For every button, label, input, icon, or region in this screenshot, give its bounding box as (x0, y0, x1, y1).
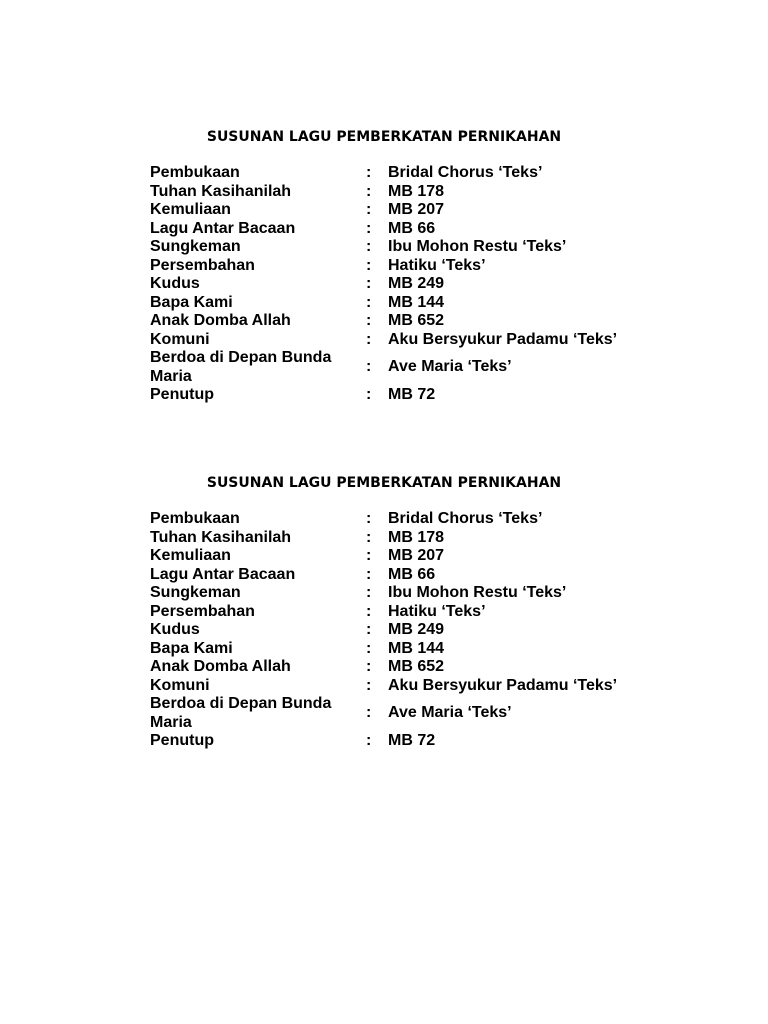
song-part-label: Berdoa di Depan Bunda Maria (150, 695, 332, 731)
section-title: SUSUNAN LAGU PEMBERKATAN PERNIKAHAN (206, 129, 562, 145)
song-part-label: Pembukaan (150, 164, 240, 181)
colon-separator: : (366, 386, 372, 403)
song-part-label: Komuni (150, 330, 210, 348)
song-part-label: Kudus (150, 621, 200, 638)
colon-separator: : (366, 732, 372, 749)
song-row (150, 584, 617, 603)
song-part-label: Kemuliaan (150, 201, 231, 218)
song-title-value: MB 652 (388, 312, 445, 329)
colon-separator: : (366, 182, 372, 200)
colon-separator: : (366, 293, 372, 311)
song-title-value: MB 66 (388, 565, 436, 583)
song-row (150, 220, 617, 239)
song-title-value: MB 249 (388, 621, 445, 638)
song-title-value: MB 178 (388, 528, 445, 546)
song-part-label: Anak Domba Allah (150, 658, 291, 675)
song-part-label: Berdoa di Depan Bunda Maria (150, 349, 332, 385)
colon-separator: : (366, 658, 372, 675)
song-part-label: Persembahan (150, 602, 255, 620)
song-row (150, 566, 617, 585)
colon-separator: : (366, 584, 372, 601)
song-row (150, 257, 617, 276)
song-row (150, 275, 617, 294)
song-title-value: Ave Maria ‘Teks’ (388, 704, 512, 722)
song-part-label: Sungkeman (150, 584, 241, 601)
song-title-value: MB 207 (388, 201, 445, 218)
song-row (150, 312, 617, 331)
song-title-value: MB 144 (388, 639, 445, 657)
colon-separator: : (366, 256, 372, 274)
song-part-label: Lagu Antar Bacaan (150, 219, 296, 237)
colon-separator: : (366, 358, 372, 376)
colon-separator: : (366, 510, 372, 527)
song-part-label: Kudus (150, 275, 200, 292)
colon-separator: : (366, 639, 372, 657)
song-row (150, 677, 617, 696)
colon-separator: : (366, 312, 372, 329)
song-row (150, 695, 617, 732)
song-title-value: MB 144 (388, 293, 445, 311)
song-row (150, 732, 617, 751)
colon-separator: : (366, 201, 372, 218)
colon-separator: : (366, 219, 372, 237)
song-title-value: MB 72 (388, 732, 436, 749)
song-part-label: Penutup (150, 386, 214, 403)
song-order-section (150, 474, 620, 751)
song-row (150, 331, 617, 350)
song-title-value: Aku Bersyukur Padamu ‘Teks’ (388, 676, 618, 694)
song-row (150, 529, 617, 548)
song-list-body (150, 164, 617, 405)
colon-separator: : (366, 528, 372, 546)
song-row (150, 547, 617, 566)
colon-separator: : (366, 704, 372, 722)
song-row (150, 658, 617, 677)
song-list-body (150, 510, 617, 751)
colon-separator: : (366, 164, 372, 181)
song-row (150, 386, 617, 405)
song-row (150, 349, 617, 386)
song-part-label: Sungkeman (150, 238, 241, 255)
song-part-label: Lagu Antar Bacaan (150, 565, 296, 583)
song-row (150, 201, 617, 220)
song-order-section (150, 128, 620, 405)
song-part-label: Komuni (150, 676, 210, 694)
song-part-label: Tuhan Kasihanilah (150, 182, 292, 200)
song-row (150, 183, 617, 202)
colon-separator: : (366, 621, 372, 638)
song-title-value: Hatiku ‘Teks’ (388, 602, 486, 620)
colon-separator: : (366, 565, 372, 583)
colon-separator: : (366, 676, 372, 694)
section-title: SUSUNAN LAGU PEMBERKATAN PERNIKAHAN (206, 475, 562, 491)
song-part-label: Bapa Kami (150, 639, 233, 657)
song-part-label: Bapa Kami (150, 293, 233, 311)
song-title-value: MB 178 (388, 182, 445, 200)
song-row (150, 294, 617, 313)
song-part-label: Anak Domba Allah (150, 312, 291, 329)
song-title-value: Bridal Chorus ‘Teks’ (388, 164, 543, 181)
song-row (150, 510, 617, 529)
song-part-label: Pembukaan (150, 510, 240, 527)
song-part-label: Kemuliaan (150, 547, 231, 564)
song-title-value: Aku Bersyukur Padamu ‘Teks’ (388, 330, 618, 348)
song-title-value: Ave Maria ‘Teks’ (388, 358, 512, 376)
song-title-value: MB 66 (388, 219, 436, 237)
song-title-value: Bridal Chorus ‘Teks’ (388, 510, 543, 527)
song-title-value: MB 207 (388, 547, 445, 564)
song-list-table (150, 510, 617, 751)
song-part-label: Persembahan (150, 256, 255, 274)
song-title-value: MB 249 (388, 275, 445, 292)
song-part-label: Penutup (150, 732, 214, 749)
song-row (150, 164, 617, 183)
colon-separator: : (366, 330, 372, 348)
song-title-value: MB 72 (388, 386, 436, 403)
song-part-label: Tuhan Kasihanilah (150, 528, 292, 546)
colon-separator: : (366, 238, 372, 255)
song-title-value: MB 652 (388, 658, 445, 675)
song-row (150, 640, 617, 659)
song-title-value: Ibu Mohon Restu ‘Teks’ (388, 584, 567, 601)
song-title-value: Ibu Mohon Restu ‘Teks’ (388, 238, 567, 255)
colon-separator: : (366, 602, 372, 620)
colon-separator: : (366, 547, 372, 564)
song-row (150, 621, 617, 640)
song-title-value: Hatiku ‘Teks’ (388, 256, 486, 274)
song-row (150, 603, 617, 622)
song-row (150, 238, 617, 257)
song-list-table (150, 164, 617, 405)
colon-separator: : (366, 275, 372, 292)
